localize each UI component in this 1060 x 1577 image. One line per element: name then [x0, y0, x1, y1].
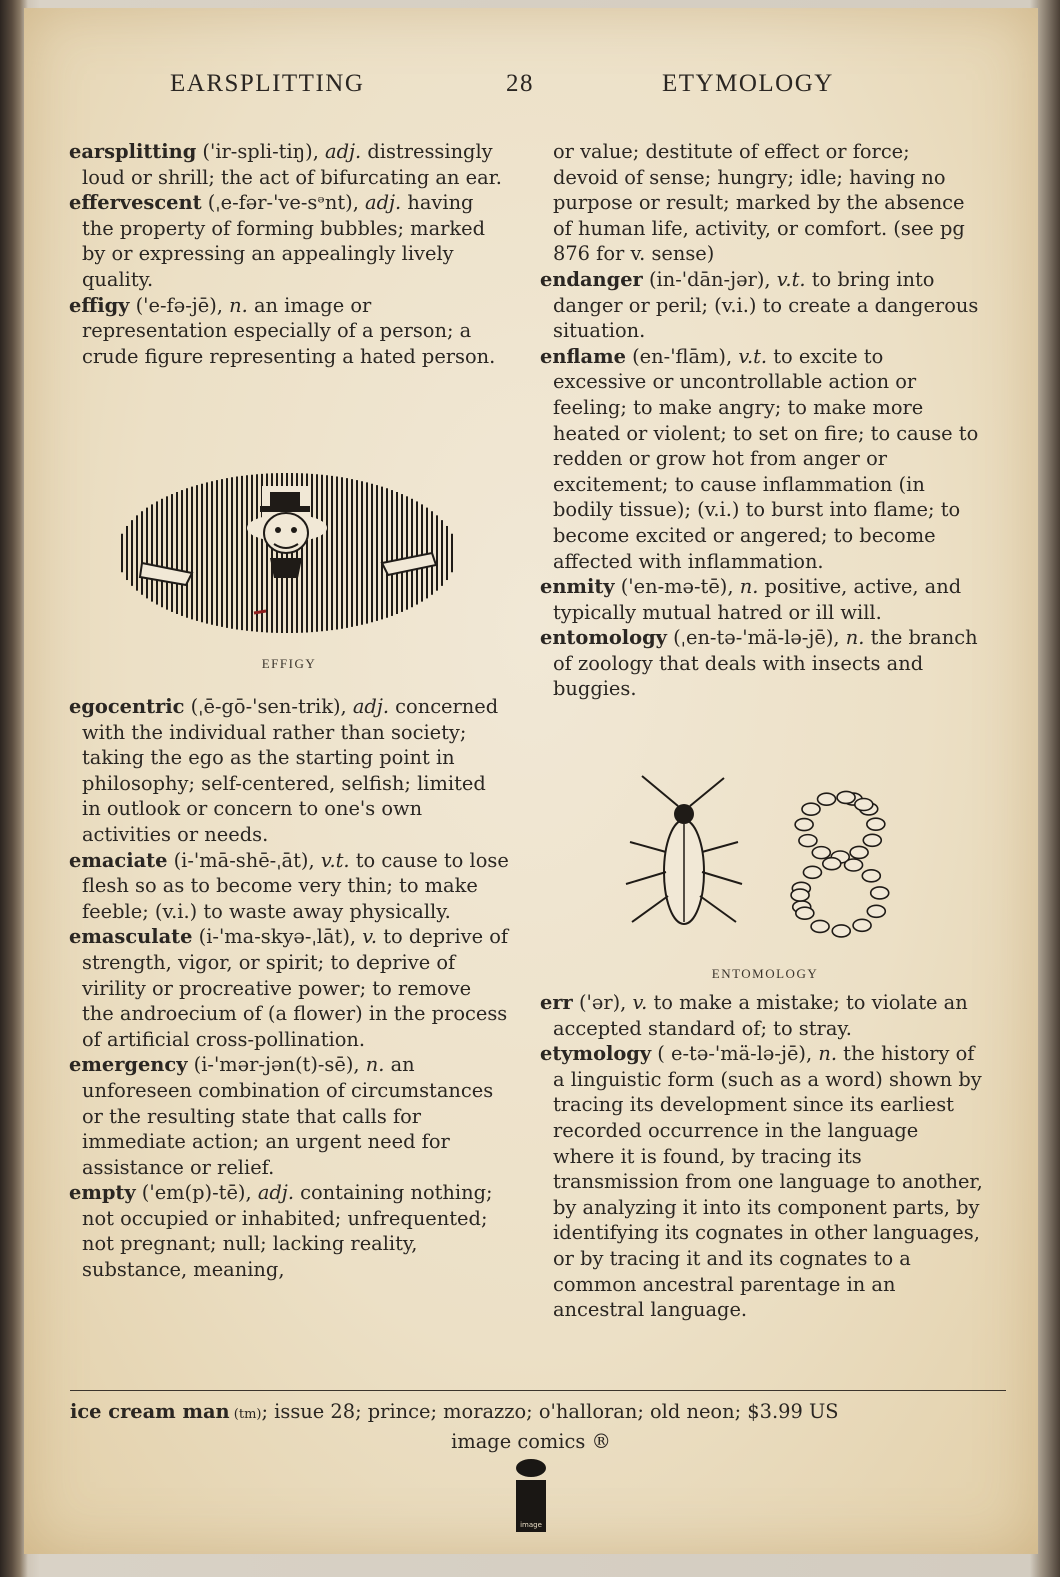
entry-part-of-speech: v.	[632, 991, 648, 1014]
entry-headword: enflame	[540, 344, 626, 368]
entry-pronunciation: (i-'mər-jən(t)-sē),	[187, 1053, 366, 1077]
dictionary-entry	[69, 848, 509, 925]
footer-trademark: (tm)	[229, 1407, 262, 1422]
dictionary-entry	[69, 1180, 509, 1282]
dictionary-entry	[69, 924, 509, 1052]
entry-definition: to bring into danger or peril; (v.i.) to create a dangerous situation.	[553, 267, 979, 343]
dictionary-entry	[69, 694, 509, 848]
entry-definition: distressingly loud or shrill; the act of bifurcating an ear.	[82, 140, 502, 189]
continued-definition: or value; destitute of effect or force; devoid of sense; hungry; idle; having no purpose or result; marked by the absence of human life, activity, or comfort. (see pg 876 for v. sense)	[553, 140, 965, 266]
entry-pronunciation: ('em(p)-tē),	[135, 1181, 258, 1205]
entry-part-of-speech: adj.	[257, 1181, 294, 1205]
entry-headword: emasculate	[69, 925, 193, 949]
right-column-entries	[540, 139, 980, 702]
entry-pronunciation: ('e-fə-jē),	[129, 293, 230, 317]
dictionary-entry	[540, 1041, 985, 1323]
entry-definition: positive, active, and typically mutual hatred or ill will.	[553, 575, 962, 624]
entry-part-of-speech: adj.	[352, 695, 390, 718]
right-column-entries-continued	[540, 990, 985, 1323]
entomology-illustration	[612, 772, 912, 952]
entry-pronunciation: (en-'flām),	[625, 344, 739, 368]
entry-definition: to excite to excessive or uncontrollable action or feeling; to make angry; to make more heated or violent; to set on fire; to cause to redden or grow hot from anger or excitement; to cause inflammation (in bodily tissue); (v.i.) to burst into flame; to become excited or angered; to become affected with inflammation.	[553, 344, 979, 573]
entry-part-of-speech: n.	[229, 293, 248, 317]
entry-pronunciation: (i-'ma-skyə-ˌlāt),	[192, 925, 363, 949]
header-page-number: 28	[506, 70, 534, 97]
dictionary-entry	[540, 344, 980, 574]
dictionary-entry	[540, 267, 980, 344]
entry-headword: emergency	[69, 1053, 188, 1077]
footer-credit-line: ; issue 28; prince; morazzo; o'halloran; old neon; $3.99 US	[261, 1400, 839, 1423]
dictionary-entry	[540, 574, 980, 625]
entry-definition: having the property of forming bubbles; marked by or expressing an appealingly lively quality.	[82, 191, 486, 291]
page-header	[24, 70, 1038, 106]
entomology-caption: ENTOMOLOGY	[711, 966, 819, 981]
entry-pronunciation: (ˌen-tə-'mä-lə-jē),	[666, 626, 846, 650]
entry-definition: to deprive of strength, vigor, or spirit; to deprive of virility or procreative power; to remove the androecium of (a flower) in the process of artificial cross-pollination.	[82, 925, 509, 1051]
entry-definition: the history of a linguistic form (such as a word) shown by tracing its development since its earliest recorded occurrence in the language where it is found, by tracing its transmission from one language to another, by analyzing it into its component parts, by identifying its cognates in other languages, or by tracing it and its cognates to a common ancestral parentage in an ancestral language.	[553, 1042, 983, 1322]
entry-headword: enmity	[540, 575, 615, 599]
entry-part-of-speech: adj.	[365, 191, 402, 215]
footer-rule	[70, 1390, 1006, 1391]
image-comics-logo	[514, 1458, 548, 1532]
entry-part-of-speech: v.t.	[776, 267, 806, 291]
entry-part-of-speech: n.	[739, 575, 759, 599]
header-left-guide-word: EARSPLITTING	[170, 70, 365, 97]
entry-headword: empty	[69, 1181, 136, 1205]
entry-part-of-speech: adj.	[325, 140, 362, 163]
dictionary-entry	[69, 1052, 509, 1180]
footer-publisher: image comics ®	[451, 1430, 611, 1453]
dictionary-entry	[540, 990, 985, 1041]
entry-headword: earsplitting	[69, 140, 197, 163]
dictionary-entry	[540, 625, 980, 702]
entry-headword: endanger	[540, 267, 643, 291]
entry-headword: entomology	[540, 626, 667, 650]
footer-credits	[70, 1400, 1010, 1423]
left-column-entries	[69, 139, 509, 369]
entry-part-of-speech: n.	[365, 1053, 385, 1077]
entry-headword: emaciate	[69, 848, 168, 872]
header-right-guide-word: ETYMOLOGY	[662, 70, 834, 97]
entry-part-of-speech: v.t.	[320, 848, 350, 872]
entry-definition: containing nothing; not occupied or inhabited; unfrequented; not pregnant; null; lacking reality, substance, meaning,	[82, 1181, 493, 1282]
left-column-entries-continued	[69, 694, 509, 1283]
entry-pronunciation: (in-'dān-jər),	[642, 267, 777, 291]
entry-pronunciation: ( e-tə-'mä-lə-jē),	[651, 1042, 819, 1066]
entry-pronunciation: (ˌe-fər-'ve-sᵊnt),	[201, 191, 366, 215]
dictionary-entry	[69, 190, 509, 292]
entry-part-of-speech: n.	[818, 1042, 837, 1066]
entry-pronunciation: ('en-mə-tē),	[614, 575, 740, 599]
entry-pronunciation: (ˌē-gō-'sen-trik),	[184, 695, 353, 718]
entry-headword: effigy	[69, 293, 130, 317]
entry-part-of-speech: v.t.	[738, 344, 768, 368]
dictionary-entry	[69, 139, 509, 190]
effigy-caption: EFFIGY	[261, 656, 317, 671]
entry-pronunciation: (i-'mā-shē-ˌāt),	[167, 848, 321, 872]
entry-headword: err	[540, 991, 573, 1014]
entry-headword: effervescent	[69, 191, 202, 215]
entry-part-of-speech: v.	[362, 925, 378, 949]
entry-definition: concerned with the individual rather than society; taking the ego as the starting point in philosophy; self-centered, selfish; limited in outlook or concern to one's own activities or needs.	[82, 695, 499, 846]
dictionary-entry	[69, 293, 509, 370]
entry-pronunciation: ('ir-spli-tiŋ),	[196, 140, 326, 163]
comic-cover-page	[24, 8, 1038, 1554]
entry-definition: an unforeseen combination of circumstances or the resulting state that calls for immediate action; an urgent need for assistance or relief.	[82, 1053, 494, 1179]
entry-part-of-speech: n.	[845, 626, 865, 650]
entry-definition: to make a mistake; to violate an accepted standard of; to stray.	[553, 991, 968, 1040]
entry-headword: etymology	[540, 1042, 652, 1066]
entry-pronunciation: ('ər),	[572, 991, 633, 1014]
entry-definition: to cause to lose flesh so as to become very thin; to make feeble; (v.i.) to waste away physically.	[82, 848, 509, 923]
entry-definition: an image or representation especially of a person; a crude figure representing a hated person.	[82, 293, 496, 368]
logo-wordmark: image	[520, 1521, 542, 1529]
effigy-illustration	[102, 458, 472, 648]
entry-definition: the branch of zoology that deals with insects and buggies.	[553, 626, 978, 701]
entry-headword: egocentric	[69, 695, 185, 718]
footer-title: ice cream man	[70, 1400, 230, 1423]
